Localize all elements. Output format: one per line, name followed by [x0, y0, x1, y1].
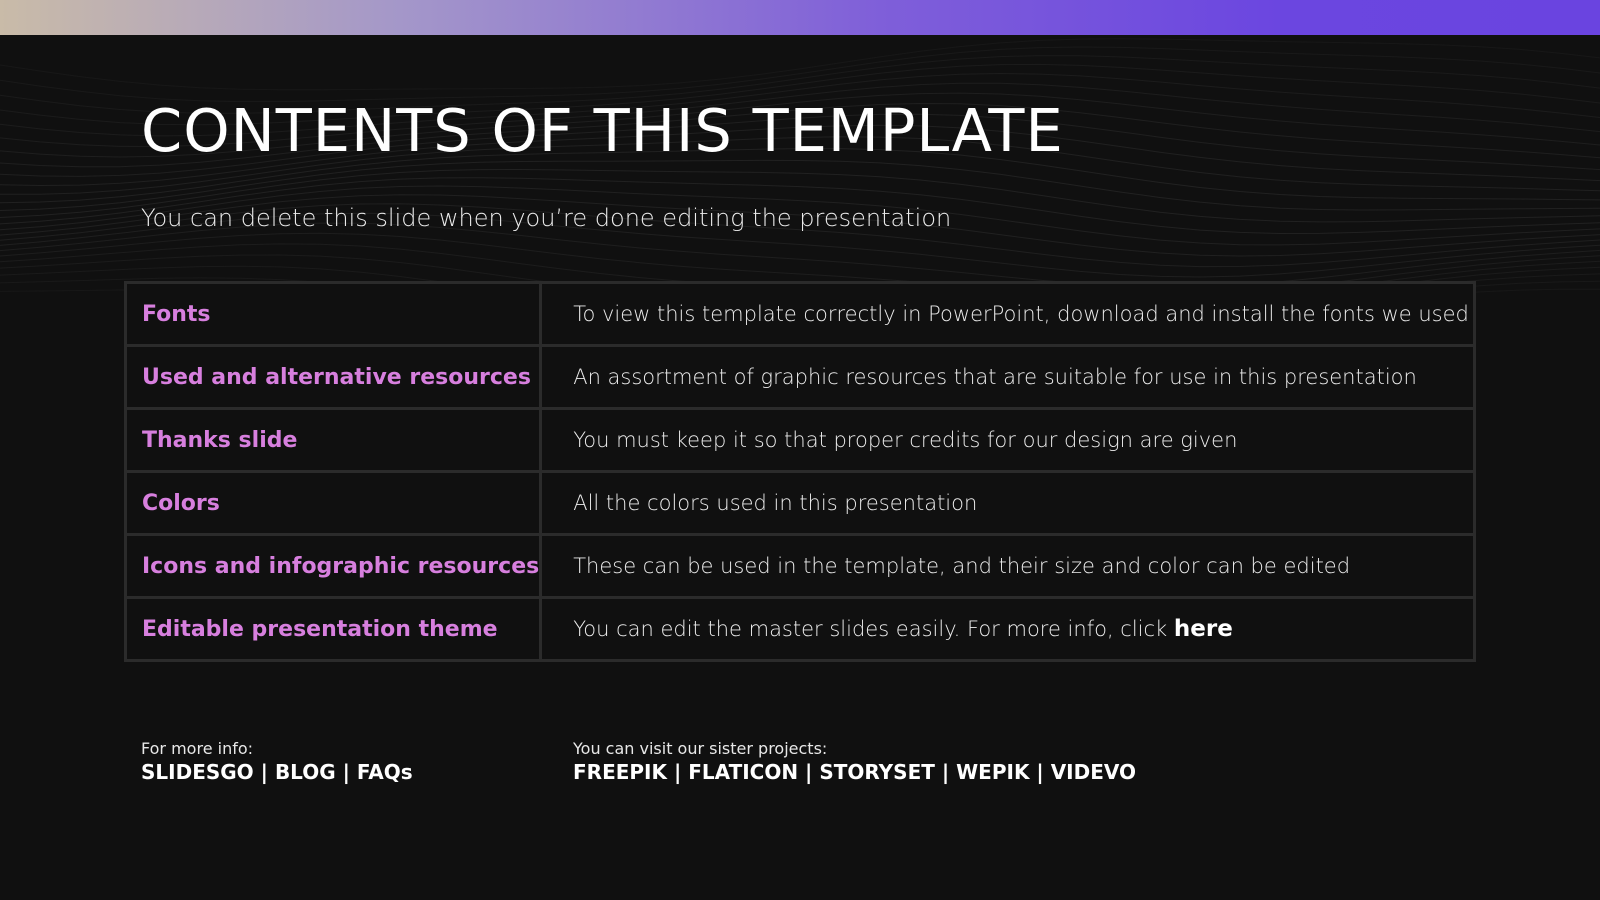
- row-label: Editable presentation theme: [126, 598, 541, 661]
- contents-table: [124, 281, 1476, 662]
- link-separator: |: [1036, 760, 1044, 784]
- more-info-label: For more info:: [141, 739, 254, 758]
- row-description: These can be used in the template, and their size and color can be edited: [541, 535, 1475, 598]
- row-description: To view this template correctly in PowerPoint, download and install the fonts we used: [541, 283, 1475, 346]
- row-description: You must keep it so that proper credits for our design are given: [541, 409, 1475, 472]
- videvo-link[interactable]: VIDEVO: [1050, 760, 1137, 784]
- storyset-link[interactable]: STORYSET: [819, 760, 935, 784]
- wave-line: [0, 39, 1600, 90]
- link-separator: |: [941, 760, 950, 784]
- table-row: [126, 283, 1475, 346]
- row-description-text: You can edit the master slides easily. For more info, click: [573, 617, 1174, 641]
- wepik-link[interactable]: WEPIK: [956, 760, 1030, 784]
- row-label: Used and alternative resources: [126, 346, 541, 409]
- row-label: Icons and infographic resources: [126, 535, 541, 598]
- wave-line: [0, 160, 1600, 210]
- page-subtitle: You can delete this slide when you’re done editing the presentation: [141, 204, 952, 232]
- link-separator: |: [673, 760, 682, 784]
- sister-projects-label: You can visit our sister projects:: [573, 739, 828, 758]
- row-description: All the colors used in this presentation: [541, 472, 1475, 535]
- flaticon-link[interactable]: FLATICON: [688, 760, 799, 784]
- row-label: Fonts: [126, 283, 541, 346]
- blog-link[interactable]: BLOG: [274, 760, 336, 784]
- link-separator: |: [342, 760, 350, 784]
- sister-projects-links: [573, 760, 1136, 784]
- row-description: An assortment of graphic resources that are suitable for use in this presentation: [541, 346, 1475, 409]
- here-link[interactable]: here: [1173, 616, 1233, 642]
- wave-line: [0, 47, 1600, 102]
- table-row: [126, 346, 1475, 409]
- row-label: Colors: [126, 472, 541, 535]
- table-row: [126, 472, 1475, 535]
- table-row: [126, 598, 1475, 661]
- table-row: [126, 409, 1475, 472]
- table-row: [126, 535, 1475, 598]
- link-separator: |: [260, 760, 268, 784]
- link-separator: |: [805, 760, 813, 784]
- freepik-link[interactable]: FREEPIK: [573, 760, 667, 784]
- more-info-links: [141, 760, 413, 784]
- slidesgo-link[interactable]: SLIDESGO: [141, 760, 254, 784]
- page-title: CONTENTS OF THIS TEMPLATE: [141, 96, 1064, 165]
- row-description: [541, 598, 1475, 661]
- faqs-link[interactable]: FAQs: [356, 760, 413, 784]
- row-label: Thanks slide: [126, 409, 541, 472]
- top-gradient-bar: [0, 0, 1600, 35]
